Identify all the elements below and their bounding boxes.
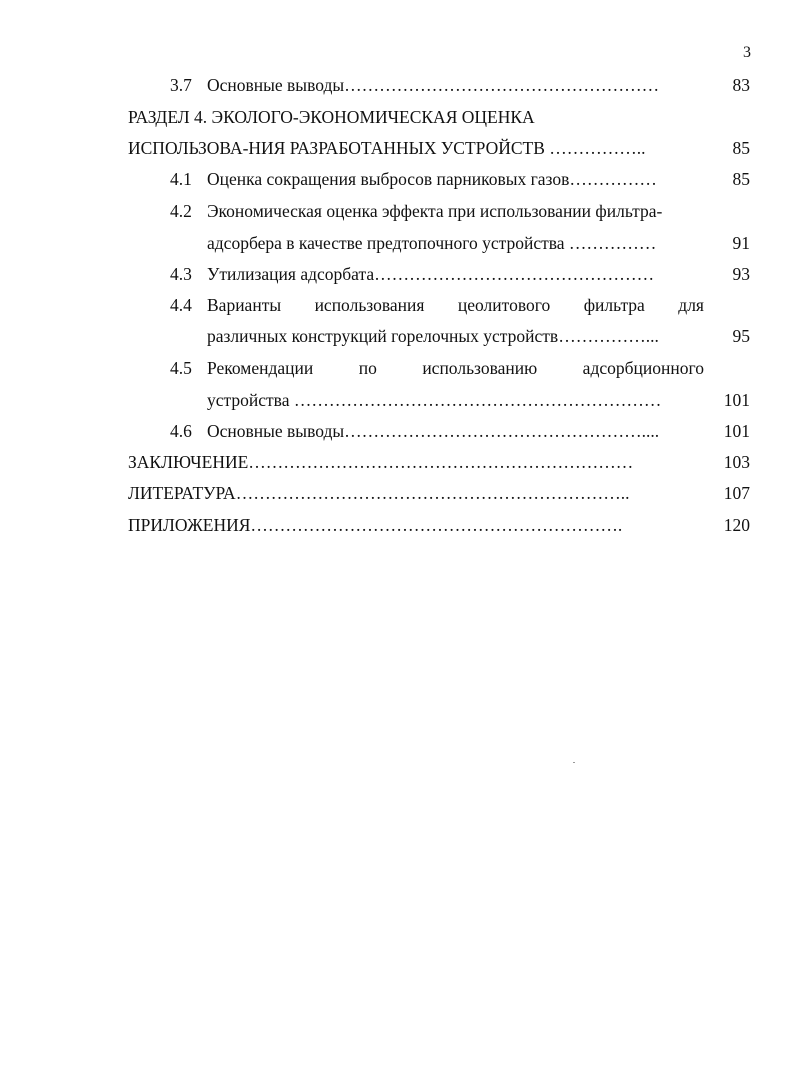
toc-word: цеолитового [457, 295, 551, 315]
toc-entry-number: 4.6 [170, 421, 192, 441]
toc-word: использованию [422, 358, 538, 378]
toc-word: для [678, 295, 704, 315]
toc-entry-title: Основные выводы…………………………………………….... [207, 421, 660, 441]
toc-word: адсорбционного [582, 358, 704, 378]
toc-entry-page: 85 [732, 169, 750, 189]
toc-section-heading-cont: ИСПОЛЬЗОВА-НИЯ РАЗРАБОТАННЫХ УСТРОЙСТВ …………….. [128, 138, 646, 158]
toc-conclusion: ЗАКЛЮЧЕНИЕ………………………………………………………… [128, 452, 634, 472]
toc-entry-number: 4.4 [170, 295, 192, 315]
toc-entry-page: 103 [723, 452, 750, 472]
toc-entry-page: 85 [732, 138, 750, 158]
toc-word: Варианты [207, 295, 282, 315]
toc-entry-number: 4.1 [170, 169, 192, 189]
scan-speck [573, 762, 575, 763]
toc-appendices: ПРИЛОЖЕНИЯ………………………………………………………. [128, 515, 623, 535]
toc-entry-page: 83 [732, 75, 750, 95]
toc-entry-title-cont: различных конструкций горелочных устройств……………... [207, 326, 659, 346]
toc-entry-title [207, 294, 704, 316]
toc-word: использования [314, 295, 425, 315]
toc-entry-title-cont: устройства ……………………………………………………… [207, 390, 662, 410]
toc-entry-page: 120 [723, 515, 750, 535]
toc-entry-number: 3.7 [170, 75, 192, 95]
toc-word: Рекомендации [207, 358, 314, 378]
toc-entry-page: 101 [723, 421, 750, 441]
toc-entry-title-cont: адсорбера в качестве предтопочного устройства …………… [207, 233, 657, 253]
toc-entry-number: 4.2 [170, 201, 192, 221]
toc-entry-page: 95 [732, 326, 750, 346]
toc-entry-page: 101 [723, 390, 750, 410]
toc-entry-title: Экономическая оценка эффекта при использовании фильтра- [207, 201, 663, 221]
toc-entry-title: Оценка сокращения выбросов парниковых газов…………… [207, 169, 657, 189]
toc-entry-title: Основные выводы……………………………………………… [207, 75, 660, 95]
toc-entry-page: 107 [723, 483, 750, 503]
toc-references: ЛИТЕРАТУРА………………………………………………………….. [128, 483, 630, 503]
toc-entry-title [207, 357, 704, 379]
toc-entry-number: 4.5 [170, 358, 192, 378]
toc-entry-title: Утилизация адсорбата………………………………………… [207, 264, 655, 284]
toc-entry-number: 4.3 [170, 264, 192, 284]
page-number: 3 [743, 44, 751, 61]
toc-word: фильтра [583, 295, 645, 315]
toc-entry-page: 93 [732, 264, 750, 284]
toc-entry-page: 91 [732, 233, 750, 253]
toc-word: по [358, 358, 377, 378]
toc-section-heading: РАЗДЕЛ 4. ЭКОЛОГО-ЭКОНОМИЧЕСКАЯ ОЦЕНКА [128, 107, 535, 127]
